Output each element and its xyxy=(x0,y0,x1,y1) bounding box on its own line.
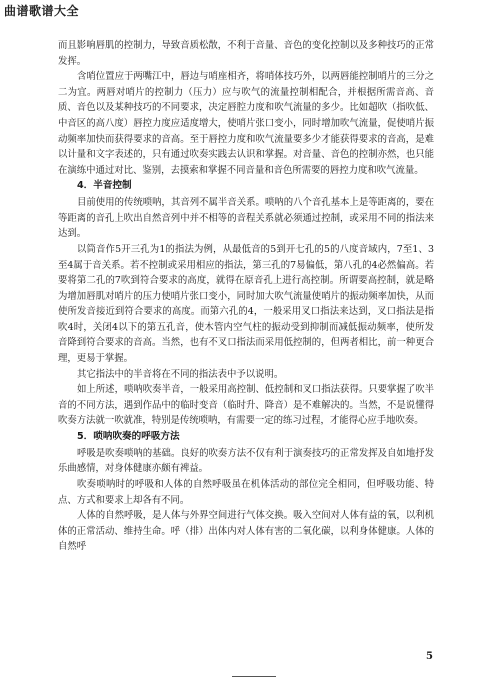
body-paragraph: 呼吸是吹奏唢呐的基础。良好的吹奏方法不仅有利于演奏技巧的正常发挥及自如地抒发乐曲感情，对身体健康亦颇有裨益。 xyxy=(58,447,434,475)
body-paragraph: 含哨位置应于两嘴江中，唇边与哨座相齐，将哨体技巧外，以两唇能控制哨片的三分之二为宜。两唇对哨片的控制力（压力）应与吹气的流量控制相配合，并根据所需音高、音质、音色以及某种技巧的不同要求，决定唇腔力度和吹气流量的多少。比如超吹（指吹低、中音区的高八度）唇控力度应适度增大，使哨片张口变小，同时增加吹气流量，促使哨片振动频率加快而获得要求的音高。至于唇控力度和吹气流量要多少才能获得要求的音高，是难以计量和文字表述的，只有通过吹奏实践去认识和掌握。对音量、音色的控制亦然，也只能在演练中通过对比、鉴别，去摸索和掌握不同音量和音色所需要的唇控力度和吹气流量。 xyxy=(58,71,434,176)
section-heading: 4．半音控制 xyxy=(77,180,132,192)
body-paragraph: 吹奏唢呐时的呼吸和人体的自然呼吸虽在机体活动的部位完全相同，但呼吸功能、特点、方式和要求上却各有不同。 xyxy=(58,479,434,506)
footer-divider xyxy=(232,676,276,677)
body-paragraph: 人体的自然呼吸，是人体与外界空间进行气体交换。吸入空间对人体有益的氧，以利机体的正常活动、维持生命。呼（排）出体内对人体有害的二氧化碳，以利身体健康。人体的自然呼 xyxy=(58,510,434,553)
body-paragraph: 以筒音作5开三孔为1的指法为例，从最低音的5到开七孔的5的八度音域内，7至1、3至4属于音关系。若不控制或采用相应的指法，第三孔的7易偏低，第八孔的4必然偏高。若要将第二孔的7吹到符合要求的高度，就得在原音孔上进行高控制。所谓要高控制，就是略为增加唇肌对哨片的压力使哨片张口变小，同时加大吹气流量使哨片的振动频率加快，从而使所发音接近到符合要求的高度。而第六孔的4，一般采用叉口指法来达到，叉口指法是指吹4时，关闭4以下的第五孔音，使木管内空气柱的振动受到抑制而减低振动频率，使所发音降到符合要求的音高。当然，也有不叉口指法而采用低控制的，但两者相比，前一种更合理，更易于掌握。 xyxy=(58,243,434,365)
section-heading: 5．唢呐吹奏的呼吸方法 xyxy=(77,431,180,443)
page-number: 5 xyxy=(426,651,433,662)
body-paragraph: 如上所述，唢呐吹奏半音，一般采用高控制、低控制和叉口指法获得。只要掌握了吹半音的不同方法，遇到作品中的临时变音（临时升、降音）是不难解决的。当然，不是说懂得吹奏方法就一吹就准，特别是传统唢呐，有需要一定的练习过程，才能得心应手地吹奏。 xyxy=(58,384,434,427)
document-page xyxy=(58,38,434,555)
site-title[interactable]: 曲谱歌谱大全 xyxy=(4,4,80,18)
site-header xyxy=(0,0,486,20)
body-paragraph: 目前使用的传统唢呐，其音列不属半音关系。唢呐的八个音孔基本上是等距离的，要在等距离的音孔上吹出自然音列中并不相等的音程关系就必须通过控制，或采用不同的指法来达到。 xyxy=(58,197,434,240)
body-paragraph: 其它指法中的半音将在不同的指法表中予以说明。 xyxy=(77,368,284,380)
body-paragraph: 而且影响唇肌的控制力，导致音质松散，不利于音量、音色的变化控制以及多种技巧的正常发挥。 xyxy=(58,40,434,67)
